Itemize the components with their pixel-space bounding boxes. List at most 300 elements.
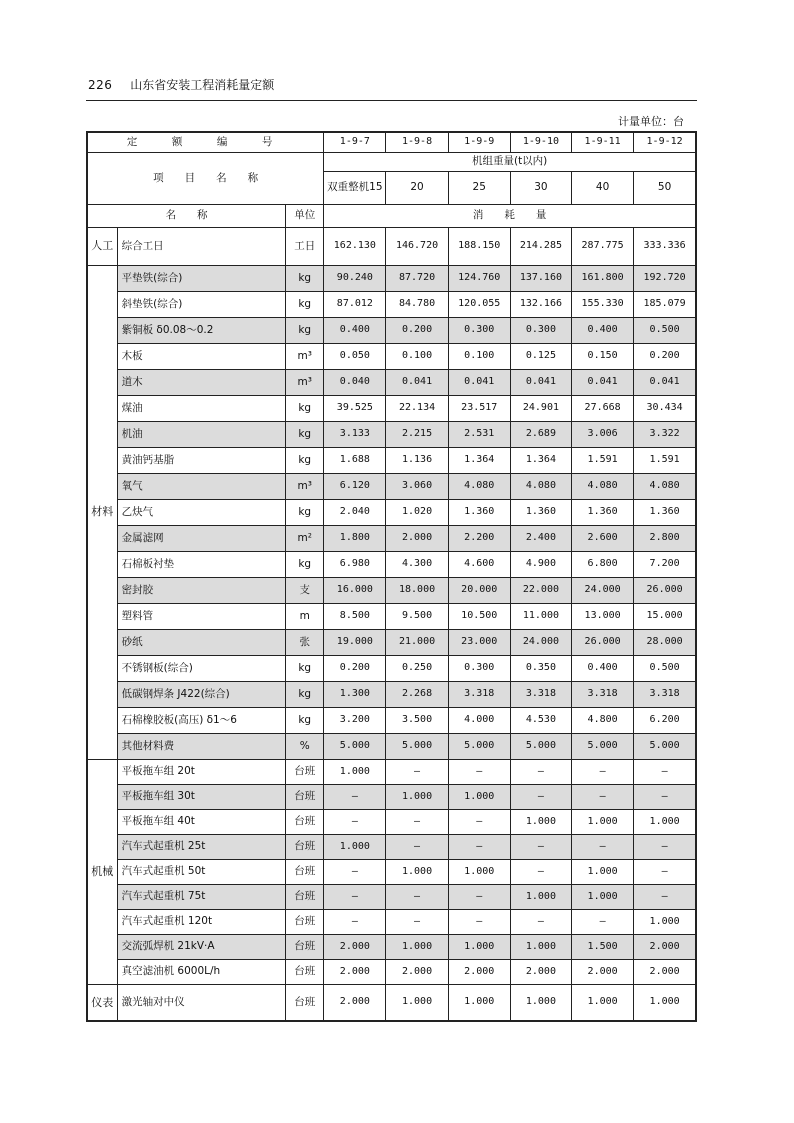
quota-table bbox=[86, 131, 697, 1022]
consumption-value: 124.760 bbox=[448, 265, 510, 291]
quota-code-label: 定 额 编 号 bbox=[87, 132, 324, 152]
table-row bbox=[87, 655, 696, 681]
consumption-value: 13.000 bbox=[572, 603, 634, 629]
consumption-value: 1.591 bbox=[634, 447, 696, 473]
group-title-row bbox=[87, 152, 696, 171]
consumption-value: 1.000 bbox=[634, 984, 696, 1021]
consumption-value: 4.530 bbox=[510, 707, 571, 733]
consumption-value: — bbox=[634, 859, 696, 884]
table-row bbox=[87, 395, 696, 421]
resource-name: 汽车式起重机 50t bbox=[117, 859, 286, 884]
consumption-value: 23.517 bbox=[448, 395, 510, 421]
consumption-value: — bbox=[510, 759, 571, 784]
consumption-value: 0.041 bbox=[634, 369, 696, 395]
consumption-value: 1.000 bbox=[572, 984, 634, 1021]
consumption-value: 1.688 bbox=[324, 447, 386, 473]
consumption-value: 1.000 bbox=[448, 934, 510, 959]
table-row bbox=[87, 603, 696, 629]
consumption-value: 2.000 bbox=[324, 934, 386, 959]
consumption-value: 2.400 bbox=[510, 525, 571, 551]
resource-name: 综合工日 bbox=[117, 227, 286, 265]
consumption-value: 0.500 bbox=[634, 317, 696, 343]
consumption-value: 19.000 bbox=[324, 629, 386, 655]
consumption-value: 4.080 bbox=[572, 473, 634, 499]
resource-name: 斜垫铁(综合) bbox=[117, 291, 286, 317]
consumption-value: 287.775 bbox=[572, 227, 634, 265]
resource-unit: m³ bbox=[286, 343, 324, 369]
resource-name: 道木 bbox=[117, 369, 286, 395]
table-row bbox=[87, 759, 696, 784]
consumption-value: 0.200 bbox=[634, 343, 696, 369]
quota-code: 1-9-11 bbox=[572, 132, 634, 152]
consumption-value: 0.100 bbox=[386, 343, 448, 369]
consumption-value: 22.000 bbox=[510, 577, 571, 603]
resource-name: 汽车式起重机 25t bbox=[117, 834, 286, 859]
code-row bbox=[87, 132, 696, 152]
consumption-value: — bbox=[386, 909, 448, 934]
consumption-value: 4.300 bbox=[386, 551, 448, 577]
consumption-value: — bbox=[324, 909, 386, 934]
consumption-value: 3.006 bbox=[572, 421, 634, 447]
consumption-value: 1.000 bbox=[386, 784, 448, 809]
unit-col-label: 单位 bbox=[286, 204, 324, 227]
resource-unit: m³ bbox=[286, 473, 324, 499]
table-row bbox=[87, 525, 696, 551]
consumption-value: 155.330 bbox=[572, 291, 634, 317]
consumption-value: — bbox=[510, 909, 571, 934]
consumption-value: 28.000 bbox=[634, 629, 696, 655]
consumption-value: 4.080 bbox=[510, 473, 571, 499]
resource-unit: kg bbox=[286, 707, 324, 733]
consumption-value: 3.318 bbox=[448, 681, 510, 707]
consumption-value: 6.200 bbox=[634, 707, 696, 733]
table-row bbox=[87, 369, 696, 395]
consumption-value: 24.000 bbox=[572, 577, 634, 603]
table-row bbox=[87, 447, 696, 473]
column-header-row bbox=[87, 204, 696, 227]
table-row bbox=[87, 421, 696, 447]
resource-unit: 台班 bbox=[286, 784, 324, 809]
consumption-value: 1.360 bbox=[448, 499, 510, 525]
resource-unit: kg bbox=[286, 655, 324, 681]
consumption-value: 2.800 bbox=[634, 525, 696, 551]
consumption-value: 27.668 bbox=[572, 395, 634, 421]
page-number: 226 bbox=[88, 78, 113, 92]
consumption-value: 2.200 bbox=[448, 525, 510, 551]
consumption-value: 214.285 bbox=[510, 227, 571, 265]
consumption-value: 333.336 bbox=[634, 227, 696, 265]
resource-name: 低碳钢焊条 J422(综合) bbox=[117, 681, 286, 707]
category-label: 人工 bbox=[87, 227, 117, 265]
consumption-value: 3.318 bbox=[634, 681, 696, 707]
consumption-value: 1.020 bbox=[386, 499, 448, 525]
consumption-value: — bbox=[572, 784, 634, 809]
resource-unit: kg bbox=[286, 681, 324, 707]
resource-unit: kg bbox=[286, 317, 324, 343]
resource-name: 汽车式起重机 120t bbox=[117, 909, 286, 934]
consumption-value: 1.136 bbox=[386, 447, 448, 473]
table-row bbox=[87, 499, 696, 525]
consumption-value: 16.000 bbox=[324, 577, 386, 603]
consumption-value: 1.364 bbox=[510, 447, 571, 473]
resource-unit: 台班 bbox=[286, 834, 324, 859]
consumption-value: 84.780 bbox=[386, 291, 448, 317]
consumption-value: 30.434 bbox=[634, 395, 696, 421]
resource-name: 木板 bbox=[117, 343, 286, 369]
resource-unit: kg bbox=[286, 551, 324, 577]
resource-name: 煤油 bbox=[117, 395, 286, 421]
consumption-value: — bbox=[572, 909, 634, 934]
consumption-value: 4.000 bbox=[448, 707, 510, 733]
consumption-value: 0.350 bbox=[510, 655, 571, 681]
consumption-value: 3.322 bbox=[634, 421, 696, 447]
consumption-value: 137.160 bbox=[510, 265, 571, 291]
consumption-value: 1.300 bbox=[324, 681, 386, 707]
consumption-value: 4.080 bbox=[448, 473, 510, 499]
table-row bbox=[87, 984, 696, 1021]
consumption-value: 161.800 bbox=[572, 265, 634, 291]
consumption-value: 1.000 bbox=[572, 884, 634, 909]
consumption-value: 188.150 bbox=[448, 227, 510, 265]
consumption-value: 0.300 bbox=[510, 317, 571, 343]
table-row bbox=[87, 934, 696, 959]
consumption-value: 2.600 bbox=[572, 525, 634, 551]
resource-unit: m bbox=[286, 603, 324, 629]
table-row bbox=[87, 291, 696, 317]
consumption-value: 132.166 bbox=[510, 291, 571, 317]
table-row bbox=[87, 473, 696, 499]
consumption-value: 2.268 bbox=[386, 681, 448, 707]
consumption-value: — bbox=[510, 834, 571, 859]
weight-value: 25 bbox=[448, 171, 510, 204]
consumption-value: 5.000 bbox=[510, 733, 571, 759]
consumption-value: 3.060 bbox=[386, 473, 448, 499]
consumption-value: — bbox=[572, 759, 634, 784]
consumption-value: 2.215 bbox=[386, 421, 448, 447]
resource-name: 交流弧焊机 21kV·A bbox=[117, 934, 286, 959]
book-title: 山东省安装工程消耗量定额 bbox=[130, 78, 275, 92]
consumption-value: 10.500 bbox=[448, 603, 510, 629]
resource-name: 砂纸 bbox=[117, 629, 286, 655]
resource-name: 黄油钙基脂 bbox=[117, 447, 286, 473]
unit-label: 计量单位：台 bbox=[618, 115, 684, 128]
consumption-value: 0.050 bbox=[324, 343, 386, 369]
consumption-value: 0.400 bbox=[572, 655, 634, 681]
consumption-value: 4.900 bbox=[510, 551, 571, 577]
resource-unit: 台班 bbox=[286, 884, 324, 909]
consumption-value: 26.000 bbox=[572, 629, 634, 655]
resource-name: 氧气 bbox=[117, 473, 286, 499]
resource-unit: 台班 bbox=[286, 959, 324, 984]
resource-unit: kg bbox=[286, 265, 324, 291]
consumption-value: 0.400 bbox=[324, 317, 386, 343]
resource-name: 石棉橡胶板(高压) δ1～6 bbox=[117, 707, 286, 733]
resource-unit: 支 bbox=[286, 577, 324, 603]
consumption-value: 4.080 bbox=[634, 473, 696, 499]
consumption-value: — bbox=[448, 809, 510, 834]
consumption-value: 1.000 bbox=[448, 859, 510, 884]
consumption-value: 22.134 bbox=[386, 395, 448, 421]
consumption-value: — bbox=[448, 884, 510, 909]
consumption-value: 2.000 bbox=[448, 959, 510, 984]
consumption-value: — bbox=[386, 884, 448, 909]
weight-value: 50 bbox=[634, 171, 696, 204]
resource-unit: 工日 bbox=[286, 227, 324, 265]
resource-name: 紫铜板 δ0.08～0.2 bbox=[117, 317, 286, 343]
consumption-value: 185.079 bbox=[634, 291, 696, 317]
consumption-value: 0.250 bbox=[386, 655, 448, 681]
consumption-value: 87.012 bbox=[324, 291, 386, 317]
consumption-value: 0.150 bbox=[572, 343, 634, 369]
consumption-value: 24.901 bbox=[510, 395, 571, 421]
consumption-value: 1.591 bbox=[572, 447, 634, 473]
consumption-value: 4.600 bbox=[448, 551, 510, 577]
weight-group-title: 机组重量(t以内) bbox=[324, 152, 696, 171]
consumption-value: 9.500 bbox=[386, 603, 448, 629]
weight-value: 20 bbox=[386, 171, 448, 204]
category-label: 仪表 bbox=[87, 984, 117, 1021]
consumption-value: 6.120 bbox=[324, 473, 386, 499]
consumption-value: 6.800 bbox=[572, 551, 634, 577]
consumption-value: 0.200 bbox=[386, 317, 448, 343]
consumption-value: 1.000 bbox=[510, 884, 571, 909]
resource-unit: kg bbox=[286, 291, 324, 317]
consumption-value: 0.040 bbox=[324, 369, 386, 395]
consumption-value: 18.000 bbox=[386, 577, 448, 603]
consumption-value: 0.100 bbox=[448, 343, 510, 369]
consumption-value: 1.000 bbox=[448, 784, 510, 809]
consumption-value: 2.531 bbox=[448, 421, 510, 447]
resource-name: 汽车式起重机 75t bbox=[117, 884, 286, 909]
quota-code: 1-9-12 bbox=[634, 132, 696, 152]
consumption-value: 7.200 bbox=[634, 551, 696, 577]
consumption-value: 39.525 bbox=[324, 395, 386, 421]
resource-unit: 台班 bbox=[286, 934, 324, 959]
consumption-value: 5.000 bbox=[572, 733, 634, 759]
resource-name: 平垫铁(综合) bbox=[117, 265, 286, 291]
consumption-value: 1.000 bbox=[572, 809, 634, 834]
consumption-value: 0.041 bbox=[572, 369, 634, 395]
resource-name: 真空滤油机 6000L/h bbox=[117, 959, 286, 984]
consumption-value: 1.364 bbox=[448, 447, 510, 473]
consumption-value: 1.000 bbox=[510, 934, 571, 959]
consumption-value: — bbox=[634, 784, 696, 809]
consumption-value: 5.000 bbox=[634, 733, 696, 759]
consumption-value: 1.000 bbox=[572, 859, 634, 884]
consumption-value: — bbox=[324, 809, 386, 834]
consumption-value: 0.300 bbox=[448, 317, 510, 343]
consumption-value: — bbox=[634, 759, 696, 784]
consumption-value: 3.318 bbox=[572, 681, 634, 707]
consumption-value: 120.055 bbox=[448, 291, 510, 317]
consumption-value: 15.000 bbox=[634, 603, 696, 629]
consumption-value: 2.000 bbox=[324, 959, 386, 984]
consumption-value: 0.125 bbox=[510, 343, 571, 369]
resource-name: 密封胶 bbox=[117, 577, 286, 603]
table-row bbox=[87, 343, 696, 369]
consumption-value: 5.000 bbox=[448, 733, 510, 759]
consumption-value: 2.040 bbox=[324, 499, 386, 525]
consumption-value: 90.240 bbox=[324, 265, 386, 291]
resource-unit: kg bbox=[286, 447, 324, 473]
consumption-value: — bbox=[448, 909, 510, 934]
header-rule bbox=[86, 100, 697, 101]
resource-unit: 台班 bbox=[286, 984, 324, 1021]
resource-unit: kg bbox=[286, 499, 324, 525]
table-row bbox=[87, 834, 696, 859]
name-col-label: 名 称 bbox=[87, 204, 286, 227]
consumption-value: 6.980 bbox=[324, 551, 386, 577]
consumption-value: 8.500 bbox=[324, 603, 386, 629]
consumption-value: 26.000 bbox=[634, 577, 696, 603]
table-row bbox=[87, 577, 696, 603]
quota-code: 1-9-9 bbox=[448, 132, 510, 152]
consumption-value: 1.000 bbox=[510, 984, 571, 1021]
consumption-value: 1.000 bbox=[324, 759, 386, 784]
consumption-value: 3.318 bbox=[510, 681, 571, 707]
table-row bbox=[87, 784, 696, 809]
consumption-value: 1.000 bbox=[386, 934, 448, 959]
table-row bbox=[87, 707, 696, 733]
consumption-value: 1.000 bbox=[386, 984, 448, 1021]
resource-name: 金属滤网 bbox=[117, 525, 286, 551]
consumption-value: 23.000 bbox=[448, 629, 510, 655]
resource-unit: 台班 bbox=[286, 859, 324, 884]
consumption-value: 1.360 bbox=[510, 499, 571, 525]
consumption-value: — bbox=[634, 884, 696, 909]
resource-name: 其他材料费 bbox=[117, 733, 286, 759]
consumption-value: 1.000 bbox=[386, 859, 448, 884]
consumption-value: — bbox=[448, 834, 510, 859]
table-row bbox=[87, 551, 696, 577]
consumption-value: 1.000 bbox=[634, 909, 696, 934]
resource-name: 不锈钢板(综合) bbox=[117, 655, 286, 681]
consumption-label: 消 耗 量 bbox=[324, 204, 696, 227]
table-row bbox=[87, 681, 696, 707]
consumption-value: 2.000 bbox=[572, 959, 634, 984]
consumption-value: 4.800 bbox=[572, 707, 634, 733]
resource-unit: 台班 bbox=[286, 809, 324, 834]
resource-unit: 台班 bbox=[286, 909, 324, 934]
consumption-value: — bbox=[510, 859, 571, 884]
quota-code: 1-9-10 bbox=[510, 132, 571, 152]
consumption-value: — bbox=[634, 834, 696, 859]
table-row bbox=[87, 809, 696, 834]
consumption-value: 1.000 bbox=[448, 984, 510, 1021]
table-row bbox=[87, 733, 696, 759]
resource-unit: 台班 bbox=[286, 759, 324, 784]
consumption-value: 1.360 bbox=[572, 499, 634, 525]
consumption-value: 2.000 bbox=[386, 959, 448, 984]
consumption-value: 87.720 bbox=[386, 265, 448, 291]
consumption-value: 1.000 bbox=[634, 809, 696, 834]
table-row bbox=[87, 227, 696, 265]
item-name-label: 项 目 名 称 bbox=[87, 152, 324, 204]
consumption-value: 162.130 bbox=[324, 227, 386, 265]
consumption-value: 24.000 bbox=[510, 629, 571, 655]
table-row bbox=[87, 909, 696, 934]
consumption-value: 2.000 bbox=[324, 984, 386, 1021]
consumption-value: 20.000 bbox=[448, 577, 510, 603]
weight-value: 双重整机15 bbox=[324, 171, 386, 204]
resource-unit: m³ bbox=[286, 369, 324, 395]
consumption-value: 0.041 bbox=[448, 369, 510, 395]
table-row bbox=[87, 959, 696, 984]
resource-name: 塑料管 bbox=[117, 603, 286, 629]
resource-name: 平板拖车组 20t bbox=[117, 759, 286, 784]
consumption-value: 192.720 bbox=[634, 265, 696, 291]
consumption-value: 2.000 bbox=[386, 525, 448, 551]
resource-unit: kg bbox=[286, 421, 324, 447]
table-row bbox=[87, 265, 696, 291]
consumption-value: 3.133 bbox=[324, 421, 386, 447]
consumption-value: 2.000 bbox=[634, 959, 696, 984]
running-header bbox=[88, 76, 274, 93]
resource-name: 机油 bbox=[117, 421, 286, 447]
consumption-value: 1.800 bbox=[324, 525, 386, 551]
table-row bbox=[87, 629, 696, 655]
resource-name: 乙炔气 bbox=[117, 499, 286, 525]
consumption-value: — bbox=[572, 834, 634, 859]
table-row bbox=[87, 884, 696, 909]
resource-name: 石棉板衬垫 bbox=[117, 551, 286, 577]
consumption-value: 5.000 bbox=[386, 733, 448, 759]
consumption-value: — bbox=[324, 884, 386, 909]
weight-value: 40 bbox=[572, 171, 634, 204]
resource-unit: kg bbox=[286, 395, 324, 421]
consumption-value: — bbox=[510, 784, 571, 809]
resource-name: 平板拖车组 30t bbox=[117, 784, 286, 809]
consumption-value: 2.689 bbox=[510, 421, 571, 447]
consumption-value: 1.000 bbox=[324, 834, 386, 859]
category-label: 材料 bbox=[87, 265, 117, 759]
consumption-value: 21.000 bbox=[386, 629, 448, 655]
consumption-value: 146.720 bbox=[386, 227, 448, 265]
consumption-value: 3.200 bbox=[324, 707, 386, 733]
category-label: 机械 bbox=[87, 759, 117, 984]
weight-value: 30 bbox=[510, 171, 571, 204]
resource-name: 平板拖车组 40t bbox=[117, 809, 286, 834]
resource-unit: m² bbox=[286, 525, 324, 551]
consumption-value: — bbox=[324, 784, 386, 809]
consumption-value: 0.200 bbox=[324, 655, 386, 681]
consumption-value: 1.360 bbox=[634, 499, 696, 525]
consumption-value: — bbox=[324, 859, 386, 884]
table-row bbox=[87, 317, 696, 343]
quota-code: 1-9-7 bbox=[324, 132, 386, 152]
consumption-value: 1.000 bbox=[510, 809, 571, 834]
consumption-value: 0.041 bbox=[510, 369, 571, 395]
resource-name: 激光轴对中仪 bbox=[117, 984, 286, 1021]
consumption-value: — bbox=[386, 809, 448, 834]
consumption-value: 0.300 bbox=[448, 655, 510, 681]
consumption-value: — bbox=[386, 834, 448, 859]
consumption-value: 0.041 bbox=[386, 369, 448, 395]
consumption-value: 1.500 bbox=[572, 934, 634, 959]
consumption-value: — bbox=[448, 759, 510, 784]
quota-code: 1-9-8 bbox=[386, 132, 448, 152]
resource-unit: % bbox=[286, 733, 324, 759]
table-row bbox=[87, 859, 696, 884]
consumption-value: — bbox=[386, 759, 448, 784]
consumption-value: 0.500 bbox=[634, 655, 696, 681]
consumption-value: 2.000 bbox=[634, 934, 696, 959]
consumption-value: 0.400 bbox=[572, 317, 634, 343]
consumption-value: 11.000 bbox=[510, 603, 571, 629]
consumption-value: 5.000 bbox=[324, 733, 386, 759]
consumption-value: 2.000 bbox=[510, 959, 571, 984]
resource-unit: 张 bbox=[286, 629, 324, 655]
